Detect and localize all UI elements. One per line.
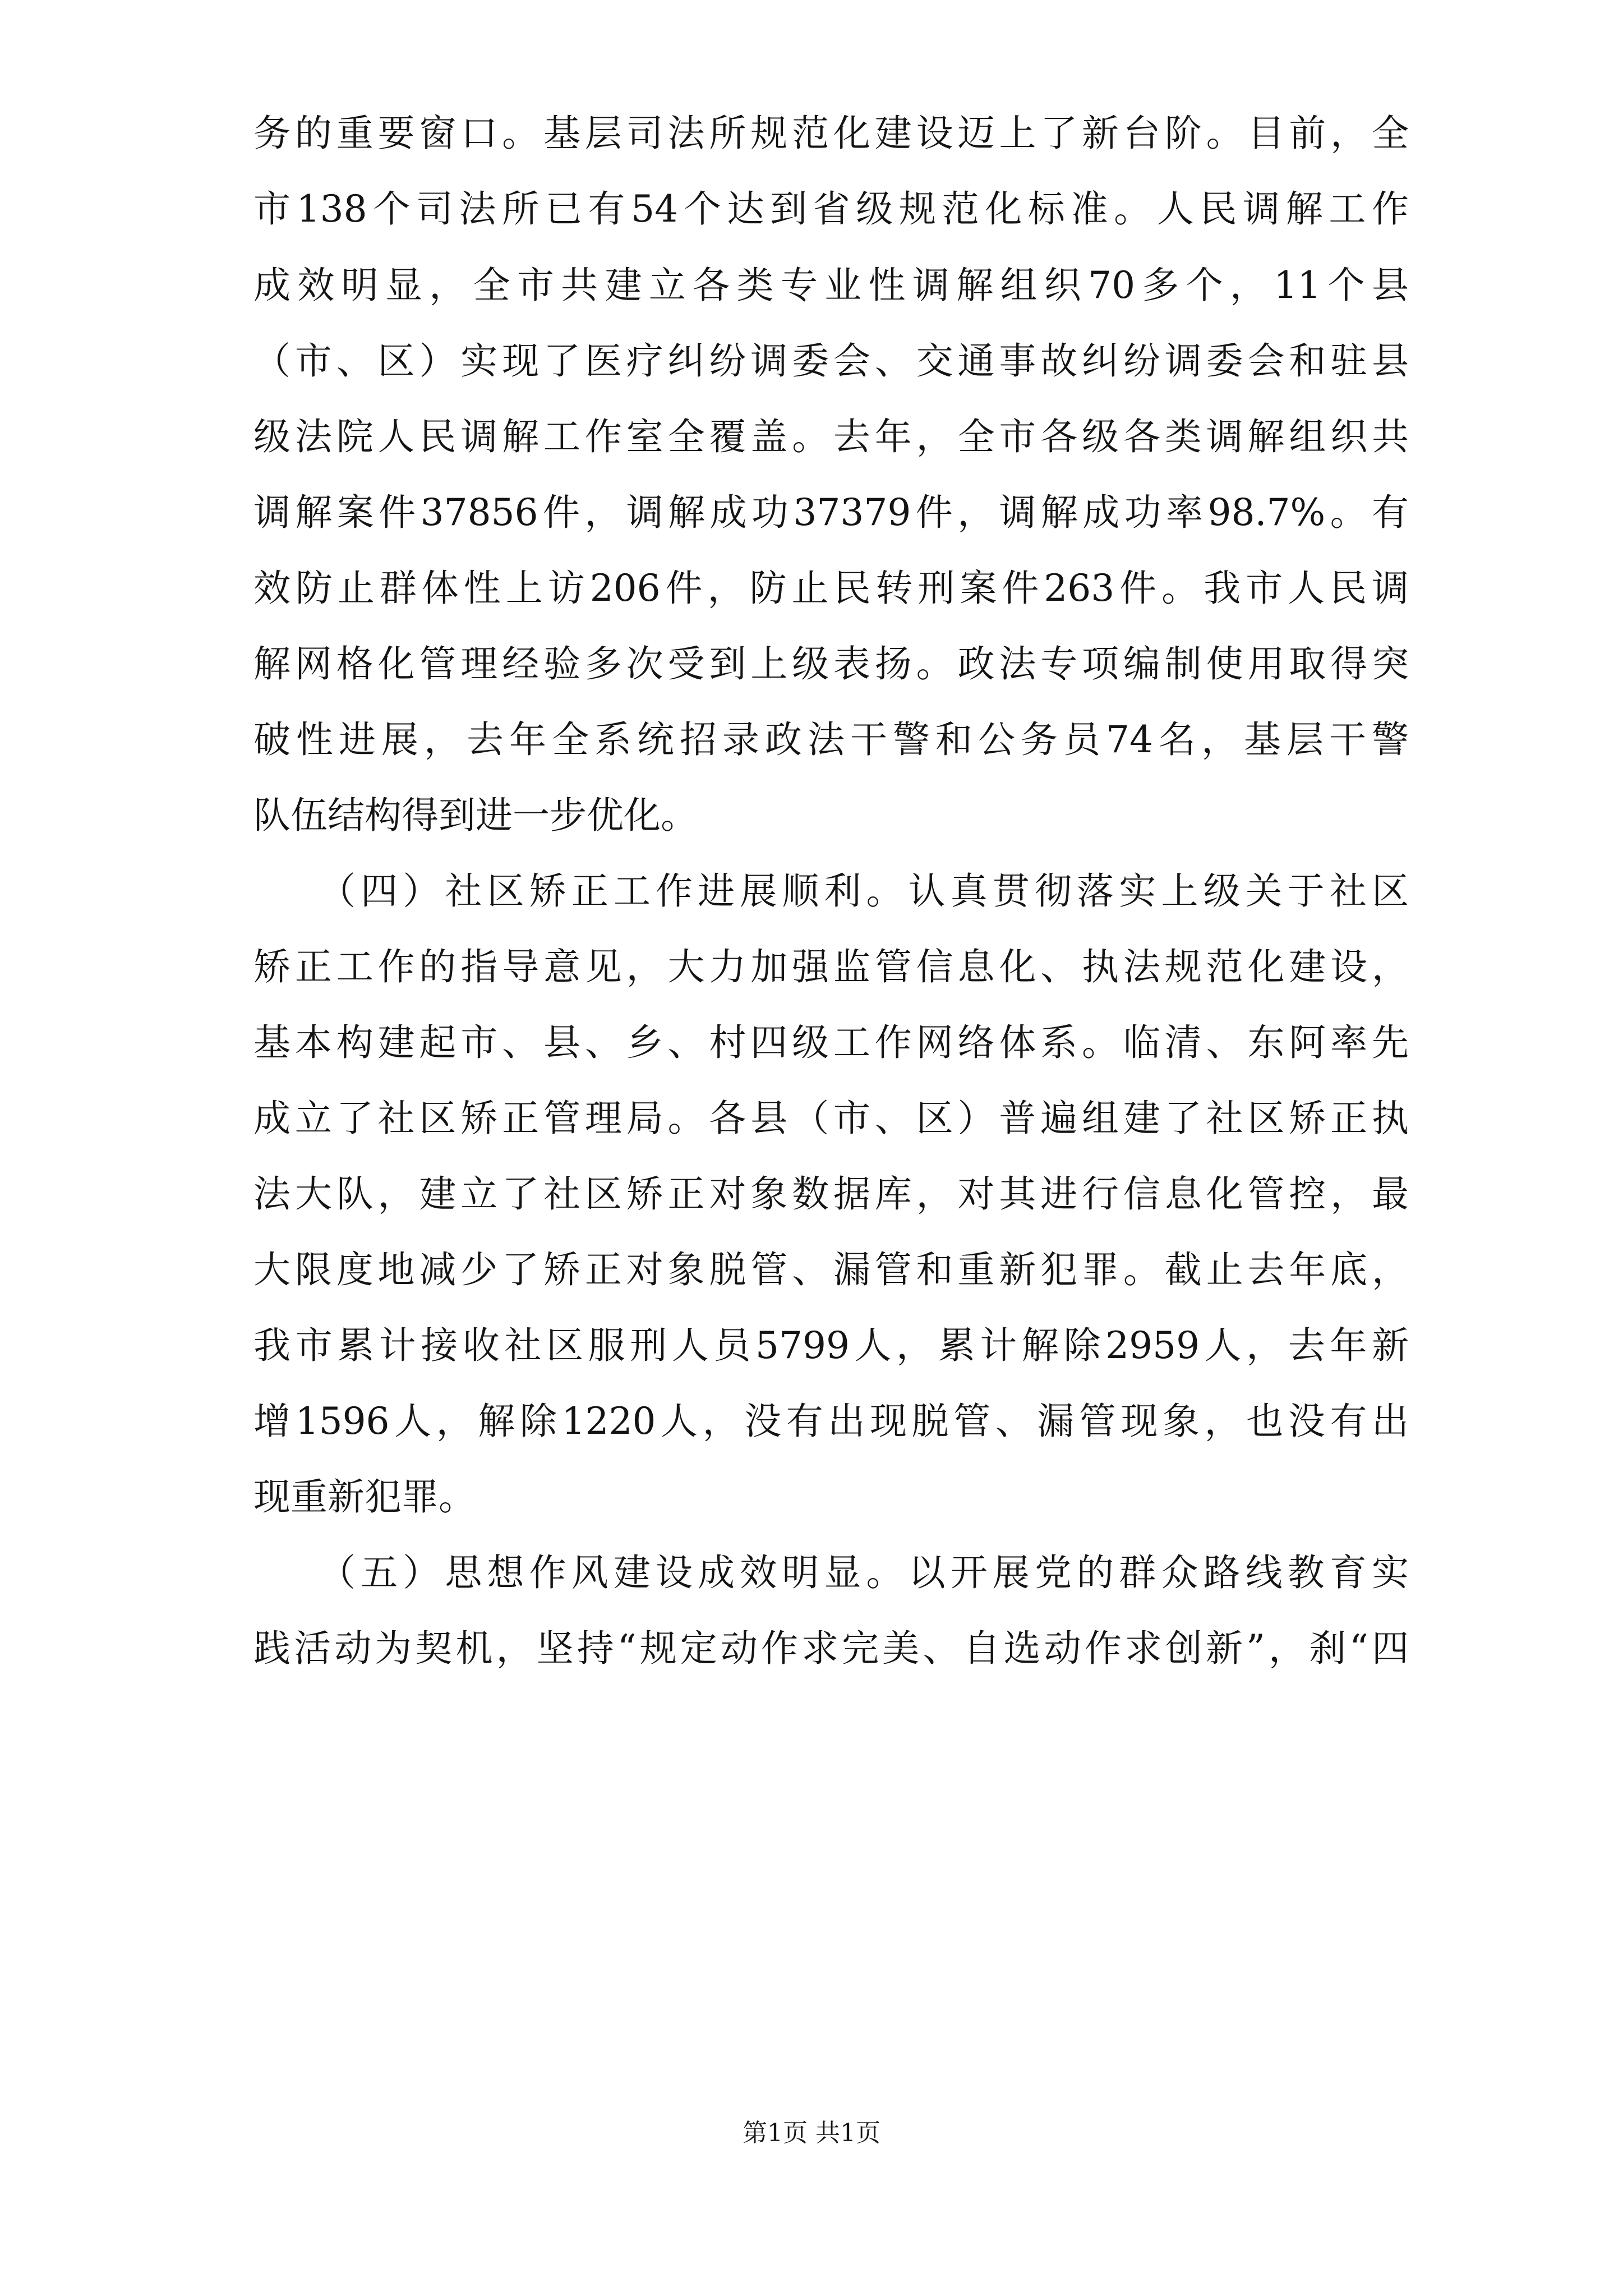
text-line: 队伍结构得到进一步优化。 [253,794,698,837]
section-heading-4: （四）社区矫正工作进展顺利。认真贯彻落实上级关于社区 [319,869,1409,913]
text-line: 破性进展，去年全系统招录政法干警和公务员74名，基层干警 [253,718,1409,761]
text-line: 现重新犯罪。 [253,1475,476,1519]
text-line: 解网格化管理经验多次受到上级表扬。政法专项编制使用取得突 [253,642,1409,685]
text-line: 效防止群体性上访206件，防止民转刑案件263件。我市人民调 [253,567,1409,610]
text-line: 务的重要窗口。基层司法所规范化建设迈上了新台阶。目前，全 [253,112,1409,155]
text-line: 大限度地减少了矫正对象脱管、漏管和重新犯罪。截止去年底， [253,1248,1409,1291]
text-line: 成效明显，全市共建立各类专业性调解组织70多个，11个县 [253,264,1409,307]
text-line: 法大队，建立了社区矫正对象数据库，对其进行信息化管控，最 [253,1172,1409,1216]
text-line: 增1596人，解除1220人，没有出现脱管、漏管现象，也没有出 [253,1400,1409,1443]
text-line: 践活动为契机，坚持“规定动作求完美、自选动作求创新”，刹“四 [253,1627,1409,1670]
text-line: 矫正工作的指导意见，大力加强监管信息化、执法规范化建设， [253,945,1409,988]
text-line: （市、区）实现了医疗纠纷调委会、交通事故纠纷调委会和驻县 [253,339,1409,383]
text-line: 我市累计接收社区服刑人员5799人，累计解除2959人，去年新 [253,1324,1409,1367]
page-footer: 第1页 共1页 [743,2119,880,2147]
section-heading-5: （五）思想作风建设成效明显。以开展党的群众路线教育实 [319,1551,1409,1594]
text-line: 级法院人民调解工作室全覆盖。去年，全市各级各类调解组织共 [253,415,1409,458]
text-line: 市138个司法所已有54个达到省级规范化标准。人民调解工作 [253,187,1409,231]
text-line: 成立了社区矫正管理局。各县（市、区）普遍组建了社区矫正执 [253,1097,1409,1140]
text-line: 调解案件37856件，调解成功37379件，调解成功率98.7%。有 [253,491,1409,534]
text-line: 基本构建起市、县、乡、村四级工作网络体系。临清、东阿率先 [253,1021,1409,1064]
